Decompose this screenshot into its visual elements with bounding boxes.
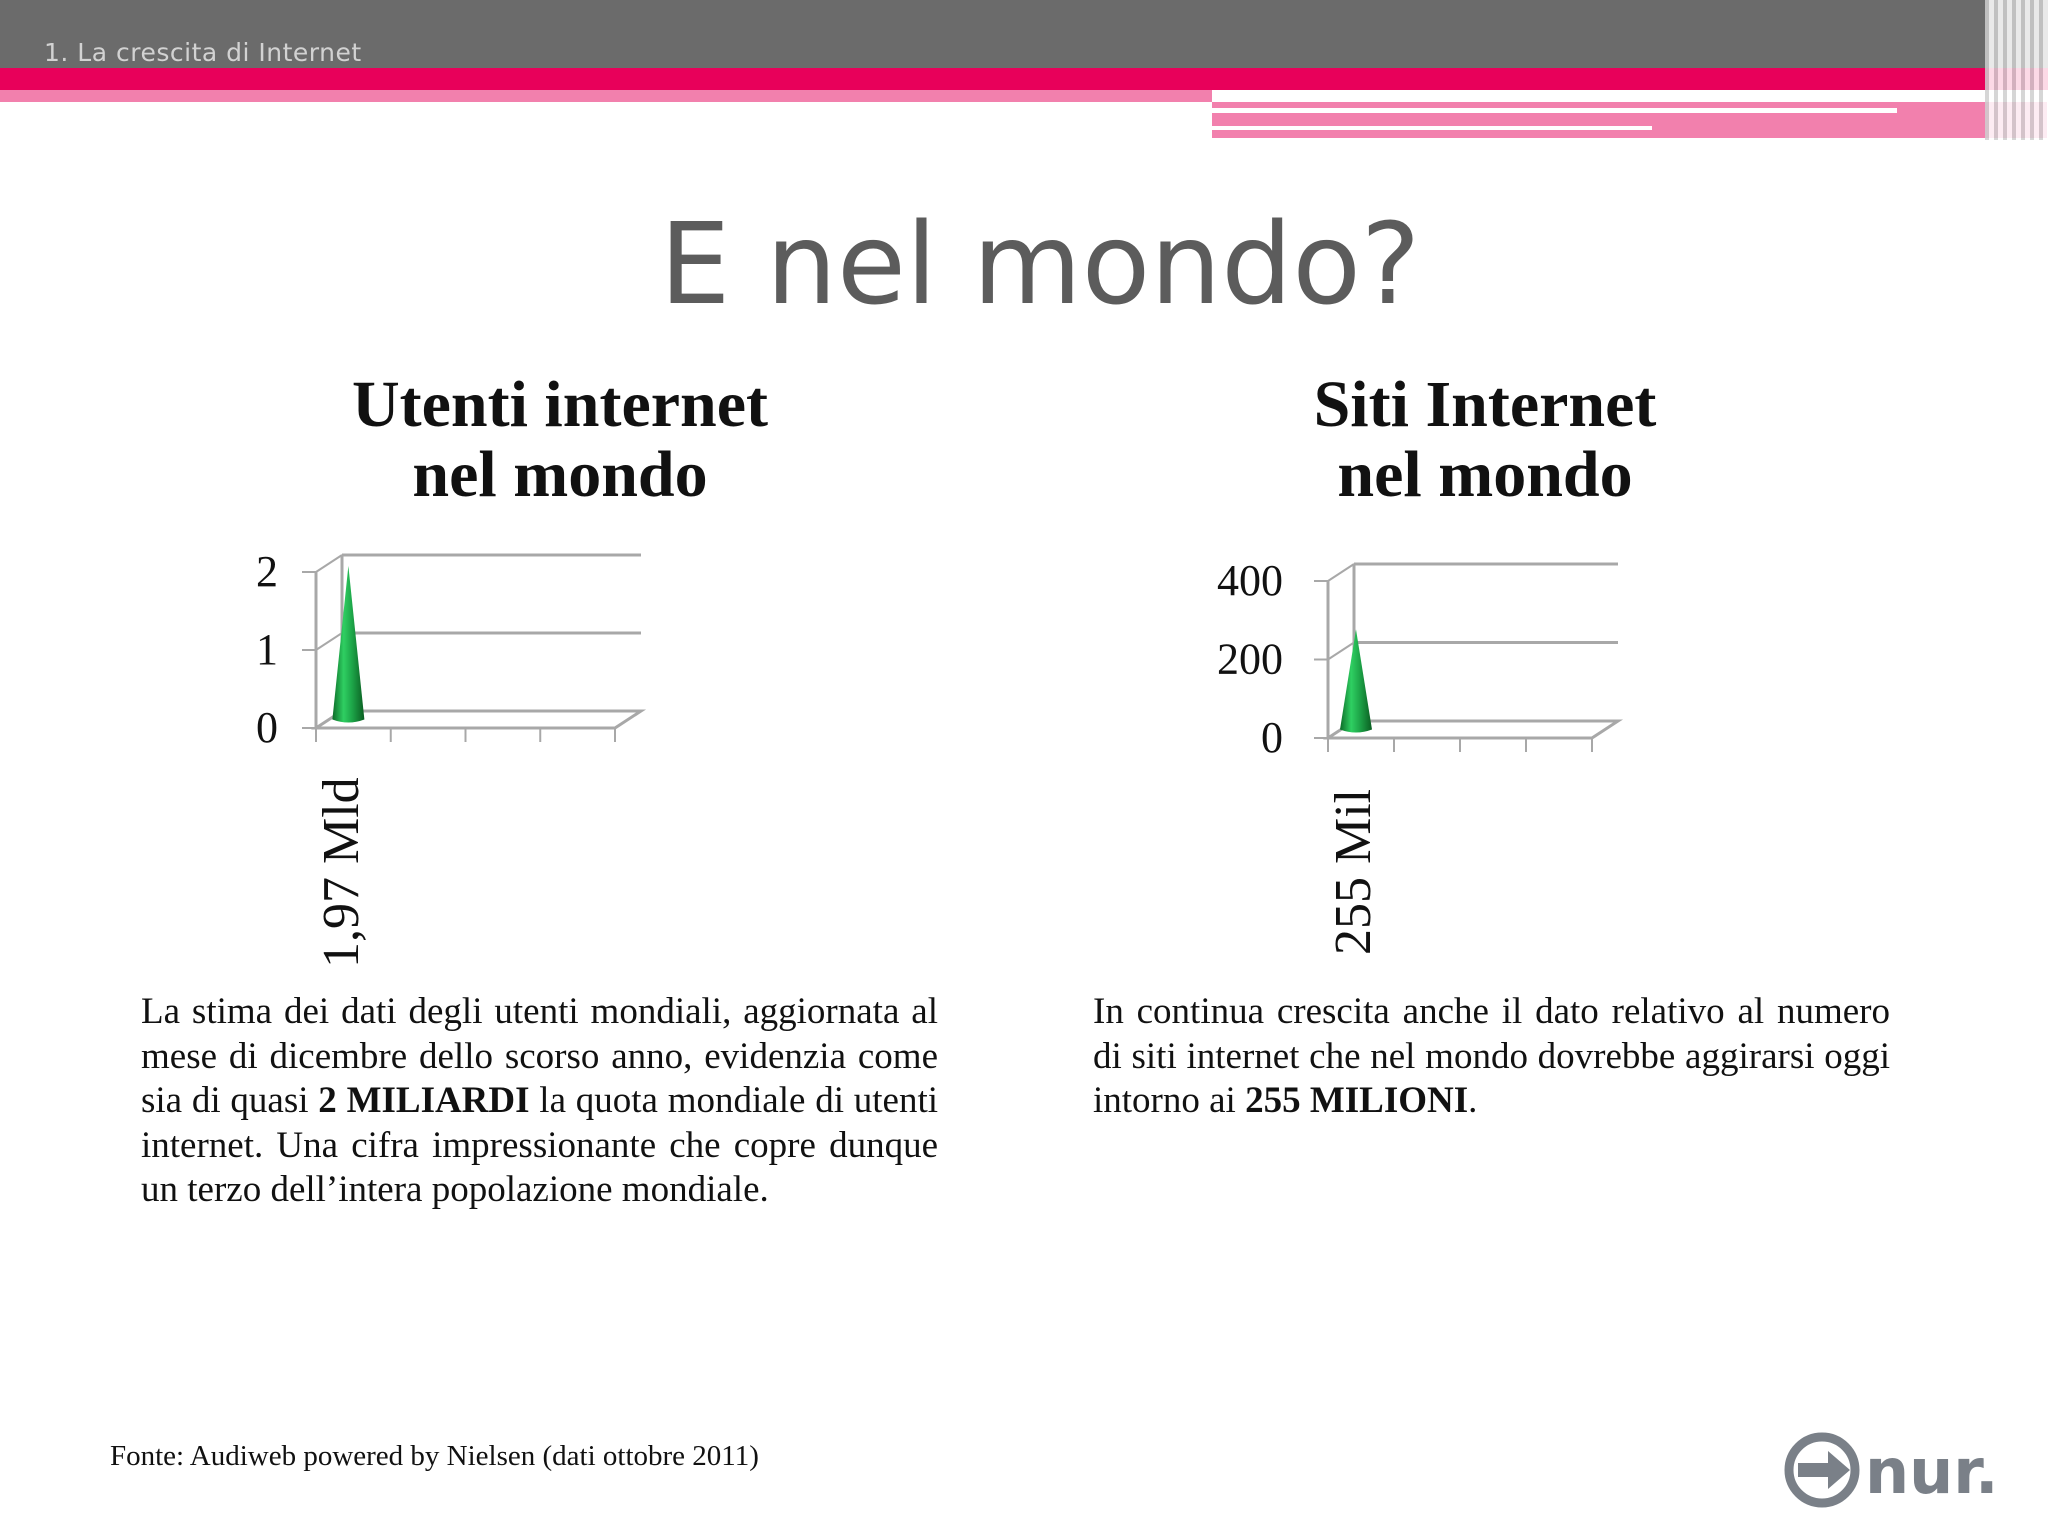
source-note: Fonte: Audiweb powered by Nielsen (dati ottobre 2011) bbox=[110, 1440, 759, 1472]
left-chart-title-line1: Utenti internet bbox=[351, 368, 769, 441]
right-description-bold: 255 MILIONI bbox=[1245, 1080, 1469, 1121]
side-gridline bbox=[316, 555, 342, 572]
chart-floor bbox=[316, 711, 641, 728]
right-description-part1: In continua crescita anche il dato relativo al numero di siti internet che nel mondo dovrebbe aggirarsi oggi intorno ai bbox=[1093, 991, 1890, 1121]
logo-text: nur. bbox=[1865, 1435, 1999, 1508]
y-tick-label: 2 bbox=[256, 547, 278, 596]
y-tick-label: 0 bbox=[256, 703, 278, 752]
right-chart-category-label: 255 Mil bbox=[1325, 788, 1382, 955]
nur-logo bbox=[1780, 1425, 2005, 1515]
right-description-part2: . bbox=[1468, 1080, 1478, 1121]
arrow-circle-logo-icon bbox=[1789, 1437, 1855, 1503]
right-description bbox=[1093, 990, 1890, 1124]
left-description-part1: La stima dei dati degli utenti mondiali, aggiornata al mese di dicembre dello scorso anno, evidenzia come sia di quasi bbox=[141, 991, 938, 1121]
left-chart-title-line2: nel mondo bbox=[412, 438, 708, 511]
side-gridline bbox=[1328, 643, 1354, 660]
slide-title: E nel mondo? bbox=[659, 200, 1421, 330]
left-description-part2: la quota mondiale di utenti internet. Una cifra impressionante che copre dunque un terzo dell’intera popolazione mondiale. bbox=[141, 1080, 938, 1210]
right-chart-title-line2: nel mondo bbox=[1337, 438, 1633, 511]
left-chart bbox=[256, 547, 641, 968]
y-tick-label: 400 bbox=[1217, 556, 1283, 605]
right-chart-bar bbox=[1340, 629, 1372, 732]
left-chart-bar bbox=[332, 566, 364, 723]
breadcrumb: 1. La crescita di Internet bbox=[44, 38, 362, 67]
side-gridline bbox=[1328, 564, 1354, 581]
left-description bbox=[141, 990, 938, 1213]
right-chart bbox=[1217, 556, 1618, 955]
y-tick-label: 200 bbox=[1217, 634, 1283, 684]
y-tick-label: 1 bbox=[256, 625, 278, 674]
y-tick-label: 0 bbox=[1261, 713, 1283, 762]
left-description-bold: 2 MILIARDI bbox=[318, 1080, 530, 1121]
right-chart-title-line1: Siti Internet bbox=[1313, 368, 1657, 441]
left-chart-category-label: 1,97 Mld bbox=[313, 777, 370, 968]
side-gridline bbox=[316, 633, 342, 650]
